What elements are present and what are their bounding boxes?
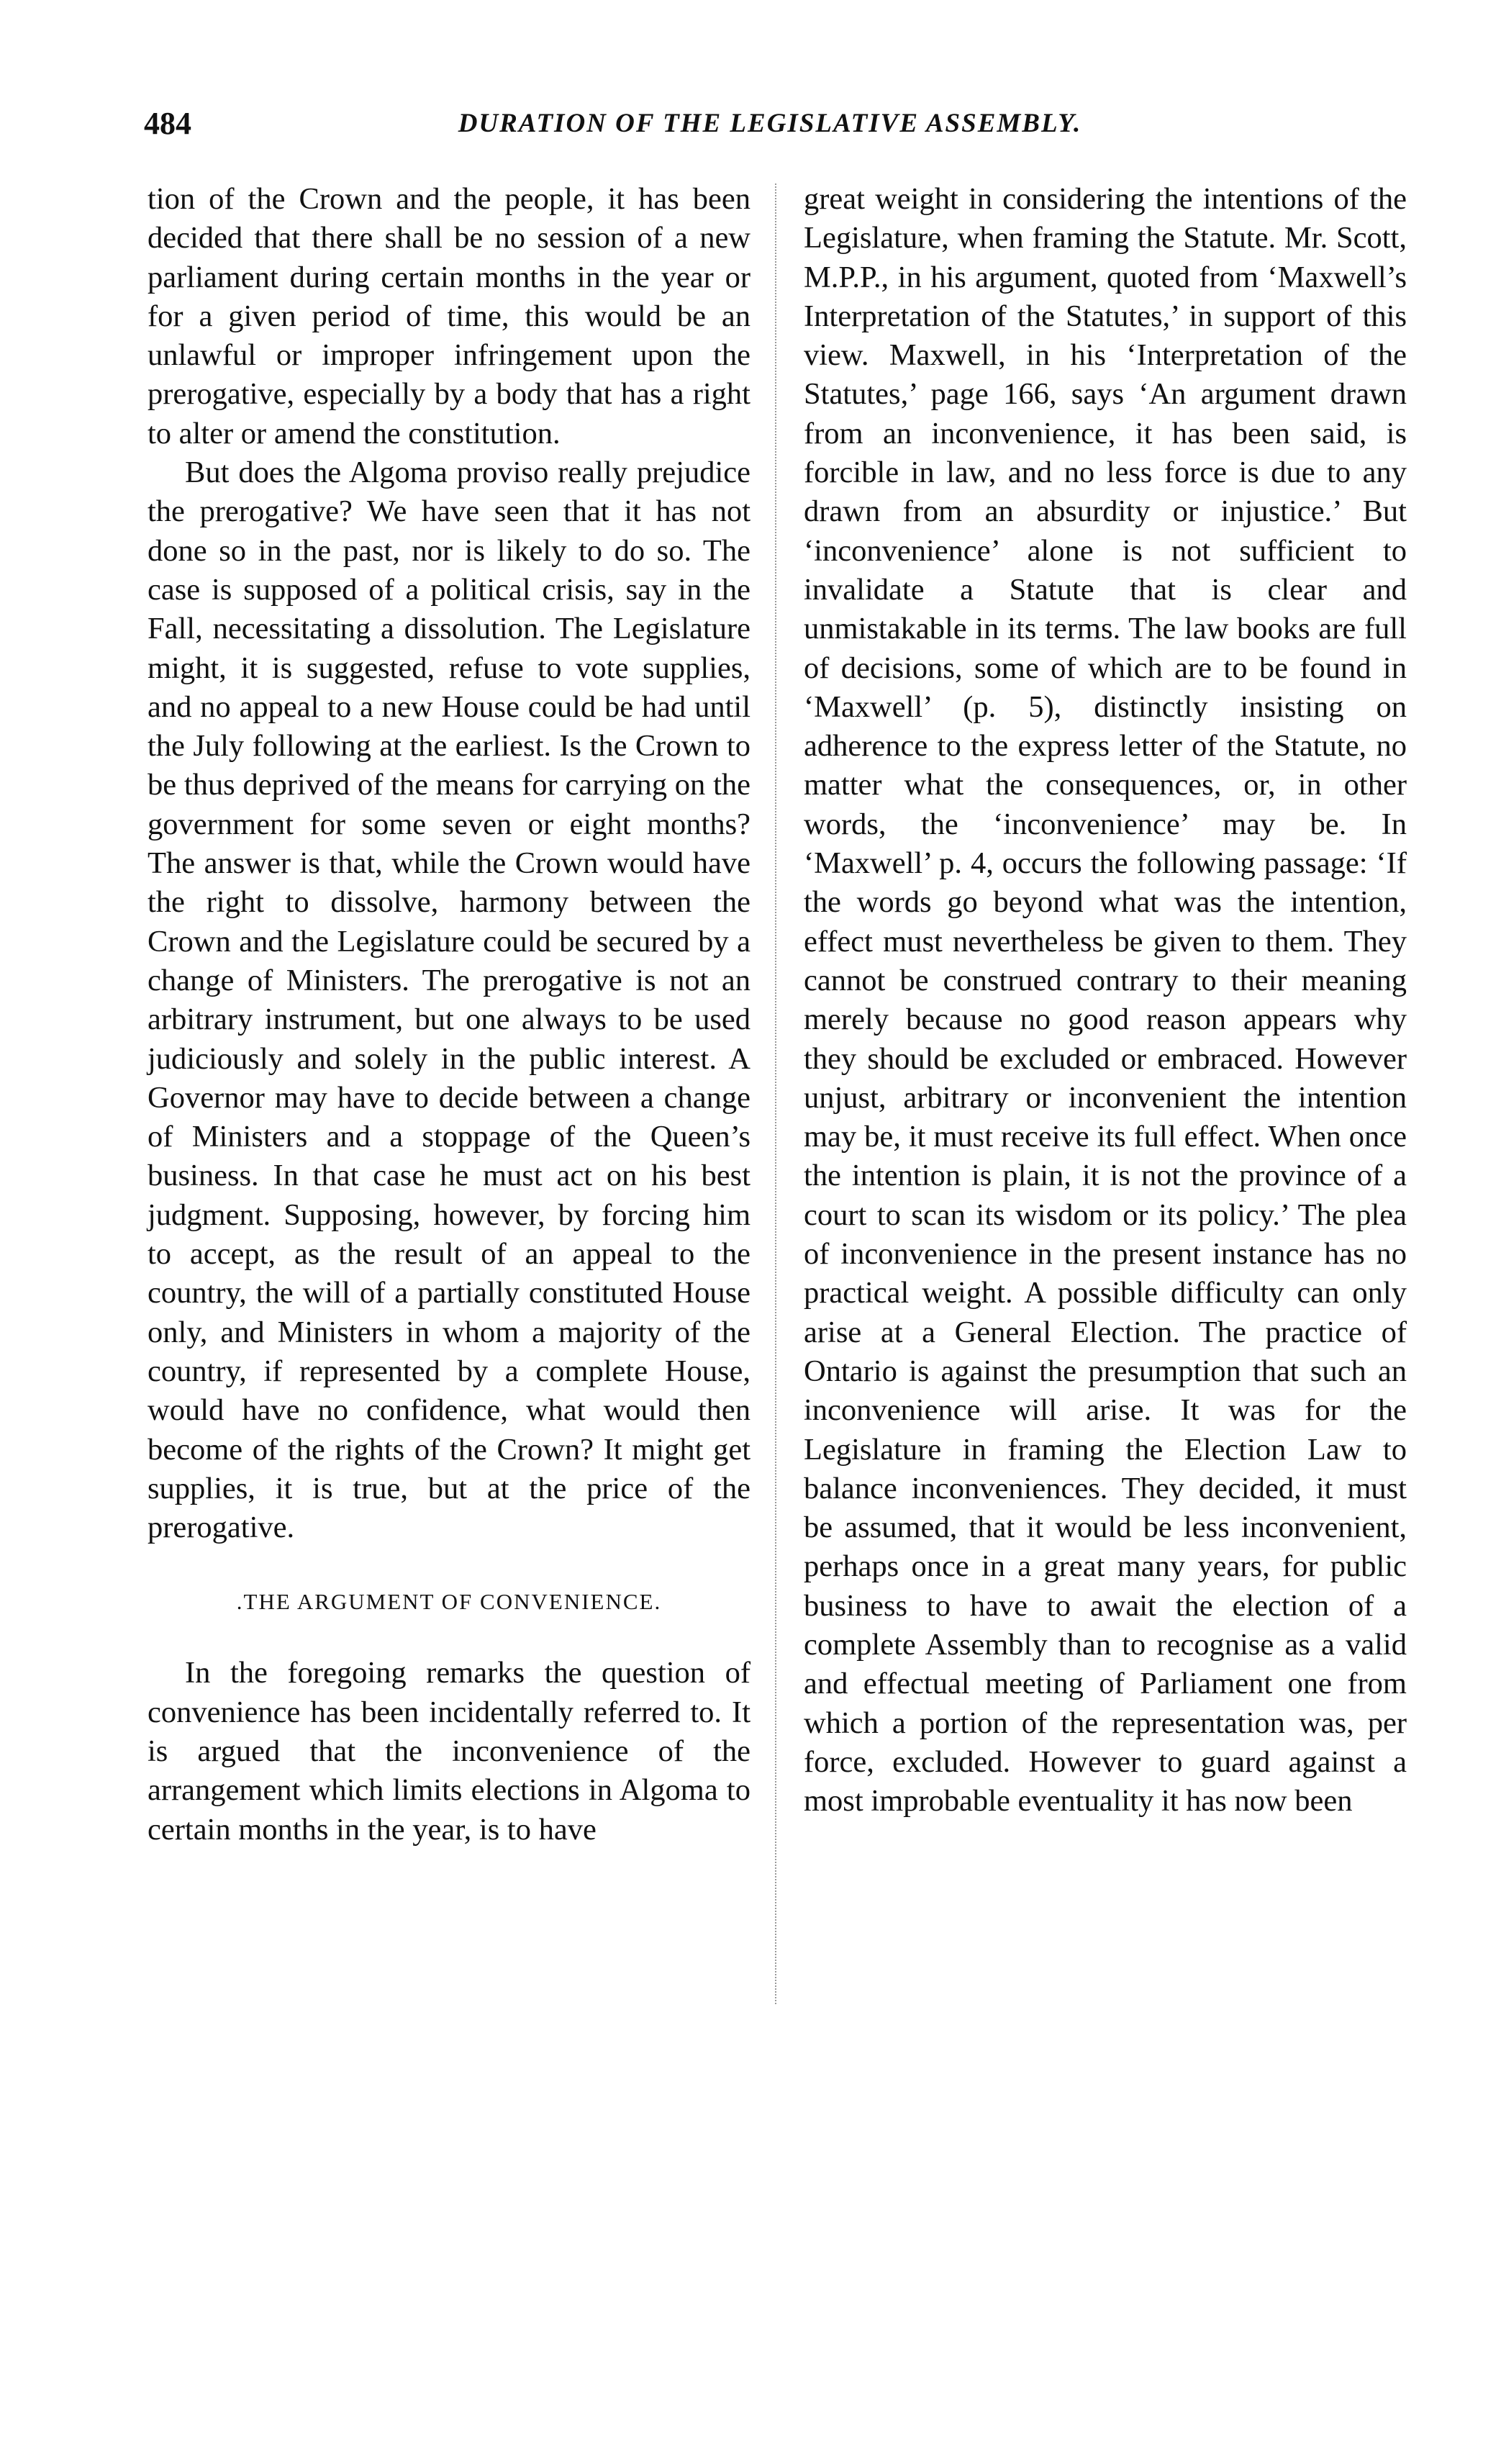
left-paragraph-1: tion of the Crown and the people, it has been decided that there shall be no session of a new parliament during certain months in the year or for a given period of time, this would be an unlawful or improper infringement upon the prerogative, especially by a body that has a right to alter or amend the constitution. [148,182,750,450]
left-column [148,180,750,1849]
running-title: DURATION OF THE LEGISLATIVE ASSEMBLY. [458,109,1082,138]
right-paragraph-1: great weight in considering the intentions of the Legislature, when framing the Statute. Mr. Scott, M.P.P., in his argument, quoted from ‘Maxwell’s Interpretation of the Statutes,’ in support of this view. Maxwell, in his ‘Interpretation of the Statutes,’ page 166, says ‘An argument drawn from an inconvenience, it has been said, is forcible in law, and no less force is due to any drawn from an absurdity or injustice.’ But ‘inconvenience’ alone is not sufficient to invalidate a Statute that is clear and unmistakable in its terms. The law books are full of decisions, some of which are to be found in ‘Maxwell’ (p. 5), distinctly insisting on adherence to the express letter of the Statute, no matter what the consequences, or, in other words, the ‘inconvenience’ may be. In ‘Maxwell’ p. 4, occurs the following passage: ‘If the words go beyond what was the intention, effect must nevertheless be given to them. They cannot be construed contrary to their meaning merely because no good reason appears why they should be excluded or embraced. However unjust, arbitrary or inconvenient the intention may be, it must receive its full effect. When once the intention is plain, it is not the province of a court to scan its wisdom or its policy.’ The plea of inconvenience in the present instance has no practical weight. A possible difficulty can only arise at a General Election. The practice of Ontario is against the presumption that such an inconvenience will arise. It was for the Legislature in framing the Election Law to balance inconveniences. They decided, it must be assumed, that it would be less inconvenient, perhaps once in a great many years, for public business to have to await the election of a complete Assembly than to recognise as a valid and effectual meeting of Parliament one from which a portion of the representation was, per force, excluded. However to guard against a most improbable eventuality it has now been [804,182,1407,1818]
right-column [804,180,1407,1821]
page-number: 484 [144,106,191,141]
column-divider [775,184,776,2004]
page-header [144,102,1396,145]
left-paragraph-2: But does the Algoma proviso really prejudice the prerogative? We have seen that it has not done so in the past, nor is likely to do so. The case is supposed of a political crisis, say in the Fall, necessitating a dissolution. The Legislature might, it is suggested, refuse to vote supplies, and no appeal to a new House could be had until the July following at the earliest. Is the Crown to be thus deprived of the means for carrying on the government for some seven or eight months? The answer is that, while the Crown would have the right to dissolve, harmony between the Crown and the Legislature could be secured by a change of Ministers. The prerogative is not an arbitrary instrument, but one always to be used judiciously and solely in the public interest. A Governor may have to decide between a change of Ministers and a stoppage of the Queen’s business. In that case he must act on his best judgment. Supposing, however, by forcing him to accept, as the result of an appeal to the country, the will of a partially constituted House only, and Ministers in whom a majority of the country, if represented by a complete House, would have no confidence, what would then become of the rights of the Crown? It might get supplies, it is true, but at the price of the prerogative. [148,456,750,1545]
left-paragraph-3: In the foregoing remarks the question of convenience has been incidentally referred to. It is argued that the inconvenience of the arrangement which limits elections in Algoma to certain months in the year, is to have [148,1656,750,1847]
section-heading: .THE ARGUMENT OF CONVENIENCE. [236,1589,662,1615]
